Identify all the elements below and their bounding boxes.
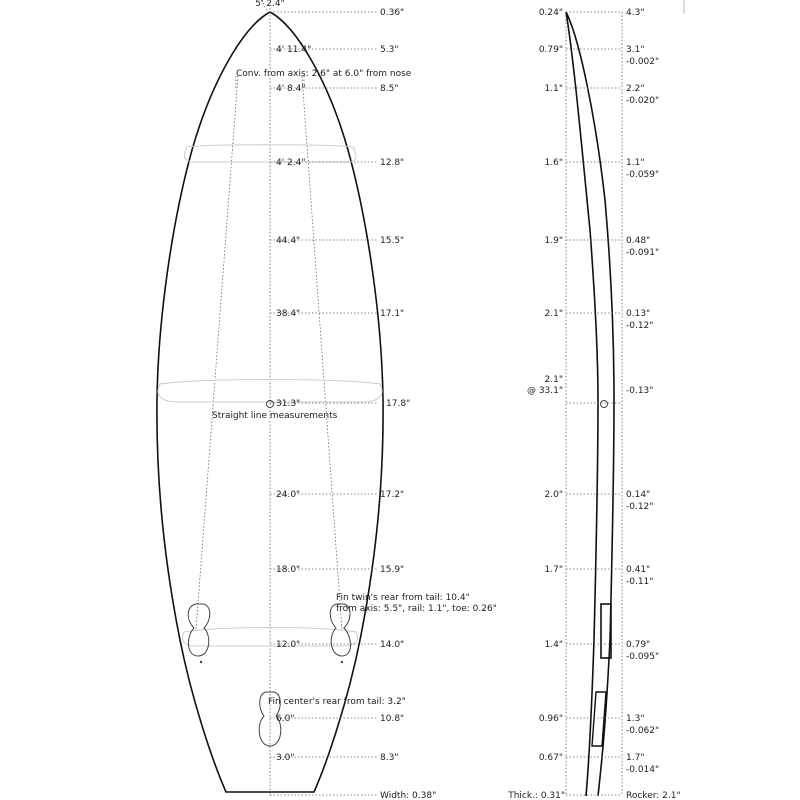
rocker-delta-11: -0.062" — [626, 726, 660, 736]
fin-right-dot — [341, 661, 343, 663]
plan-station-width-6: 17.1" — [380, 309, 405, 319]
rocker-value-1: 4.3" — [626, 8, 645, 18]
plan-station-width-1: 0.36" — [380, 8, 405, 18]
max-thickness-position: @ 33.1" — [526, 386, 563, 396]
rocker-delta-4: -0.059" — [626, 170, 660, 180]
board-profile-outline — [566, 12, 614, 796]
thickness-label-6: 2.1" — [544, 309, 563, 319]
thickness-label-5: 1.9" — [544, 236, 563, 246]
plan-tail-width-label: Width: 0.38" — [380, 791, 437, 800]
rocker-delta-8: -0.12" — [626, 502, 654, 512]
convergence-line-left — [196, 76, 238, 630]
plan-station-dist-6: 31.3" — [276, 399, 301, 409]
thickness-label-12: 0.67" — [538, 753, 563, 763]
thickness-label-3: 1.1" — [544, 84, 563, 94]
rocker-value-8: 0.14" — [626, 490, 651, 500]
fin-twin-note-2: from axis: 5.5", rail: 1.1", toe: 0.26" — [336, 604, 497, 614]
profile-view — [507, 0, 684, 800]
max-thickness-marker — [601, 401, 608, 408]
plan-view — [157, 0, 497, 800]
plan-station-dist-5: 38.4" — [276, 309, 301, 319]
plan-station-dist-7: 24.0" — [276, 490, 301, 500]
rocker-delta-5: -0.091" — [626, 248, 660, 258]
plan-station-dist-1: 4' 11.4" — [276, 45, 312, 55]
plan-station-width-11: 10.8" — [380, 714, 405, 724]
plan-station-width-8: 17.2" — [380, 490, 405, 500]
plan-station-dist-11: 3.0" — [276, 753, 295, 763]
thickness-label-1: 0.24" — [538, 8, 563, 18]
rocker-value-10: 0.79" — [626, 640, 651, 650]
plan-station-width-5: 15.5" — [380, 236, 405, 246]
rocker-value-2: 3.1" — [626, 45, 645, 55]
rocker-delta-2: -0.002" — [626, 57, 660, 67]
thickness-label-2: 0.79" — [538, 45, 563, 55]
rocker-delta-12: -0.014" — [626, 765, 660, 775]
rocker-value-11: 1.3" — [626, 714, 645, 724]
thickness-label-10: 1.4" — [544, 640, 563, 650]
thickness-label-9: 1.7" — [544, 565, 563, 575]
plan-station-width-3: 8.5" — [380, 84, 399, 94]
rocker-value-12: 1.7" — [626, 753, 645, 763]
fin-twin-note-1: Fin twin's rear from tail: 10.4" — [336, 593, 470, 603]
plan-length-label: 5' 2.4" — [255, 0, 285, 9]
fin-center-note: Fin center's rear from tail: 3.2" — [268, 697, 406, 707]
convergence-line-right — [302, 76, 342, 630]
tail-thickness-label: Thick.: 0.31" — [508, 791, 565, 800]
plan-station-dist-10: 6.0" — [276, 714, 295, 724]
thickness-label-11: 0.96" — [538, 714, 563, 724]
plan-station-dist-9: 12.0" — [276, 640, 301, 650]
straight-line-note: Straight line measurements — [212, 411, 338, 421]
rocker-value-5: 0.48" — [626, 236, 651, 246]
tail-rocker-label: Rocker: 2.1" — [626, 791, 681, 800]
plan-station-width-2: 5.3" — [380, 45, 399, 55]
plan-station-width-12: 8.3" — [380, 753, 399, 763]
plan-station-width-9: 15.9" — [380, 565, 405, 575]
plan-station-width-10: 14.0" — [380, 640, 405, 650]
rocker-delta-10: -0.095" — [626, 652, 660, 662]
rocker-delta-7: -0.13" — [626, 386, 654, 396]
plan-station-width-7: 17.8" — [386, 399, 411, 409]
plan-station-width-4: 12.8" — [380, 158, 405, 168]
rocker-delta-6: -0.12" — [626, 321, 654, 331]
rocker-value-9: 0.41" — [626, 565, 651, 575]
rocker-value-3: 2.2" — [626, 84, 645, 94]
rocker-value-4: 1.1" — [626, 158, 645, 168]
fin-left-dot — [200, 661, 202, 663]
convergence-note: Conv. from axis: 2.6" at 6.0" from nose — [236, 69, 412, 79]
rocker-value-6: 0.13" — [626, 309, 651, 319]
plan-station-dist-3: 4' 2.4" — [276, 158, 306, 168]
thickness-label-4: 1.6" — [544, 158, 563, 168]
plan-station-dist-8: 18.0" — [276, 565, 301, 575]
plan-station-dist-2: 4' 8.4" — [276, 84, 306, 94]
rocker-delta-9: -0.11" — [626, 577, 654, 587]
rocker-delta-3: -0.020" — [626, 96, 660, 106]
thickness-label-8: 2.0" — [544, 490, 563, 500]
thickness-label-7: 2.1" — [544, 375, 563, 385]
plan-station-dist-4: 44.4" — [276, 236, 301, 246]
